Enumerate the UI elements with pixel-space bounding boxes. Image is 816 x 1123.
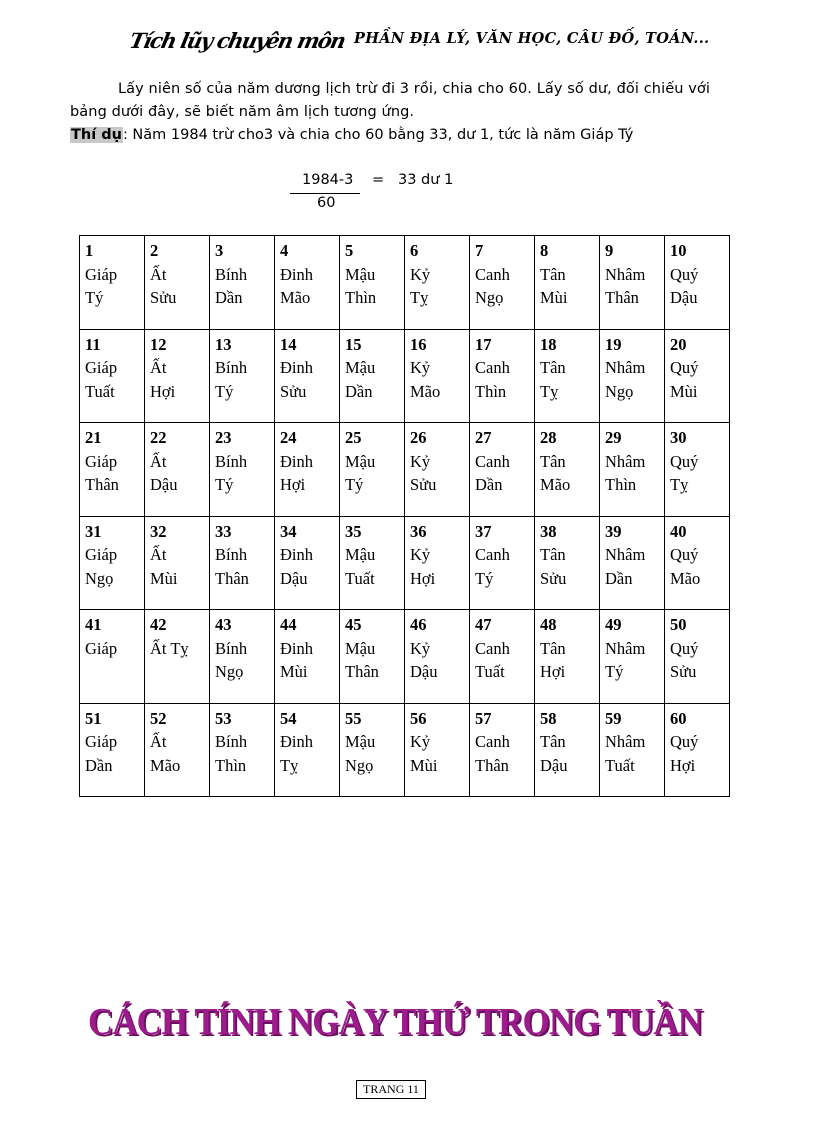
cell-branch: Thân [475, 755, 509, 775]
cell-branch: Dần [345, 381, 373, 401]
year-cell [600, 236, 665, 330]
cell-number: 11 [85, 334, 101, 354]
year-cell [145, 236, 210, 330]
cell-stem: Đinh [280, 545, 313, 564]
formula-denominator: 60 [317, 195, 336, 211]
cell-branch: Dậu [410, 662, 438, 681]
cell-number: 28 [540, 428, 557, 447]
cell-branch: Dần [605, 568, 633, 588]
cell-number: 37 [475, 521, 492, 541]
cell-branch: Mão [150, 755, 181, 775]
cell-branch: Thìn [345, 288, 377, 307]
cell-stem: Ất [150, 545, 167, 564]
year-cell [340, 236, 405, 330]
cell-stem: Nhâm [605, 451, 646, 471]
year-cell [405, 423, 470, 517]
year-cell [80, 610, 145, 704]
cell-branch: Mão [540, 475, 571, 494]
cell-stem: Canh [475, 358, 510, 377]
cell-number: 9 [605, 241, 614, 260]
year-cell [210, 703, 275, 797]
cell-branch: Tý [85, 288, 104, 307]
cell-branch: Mão [670, 568, 701, 588]
cell-number: 5 [345, 241, 354, 260]
cell-branch: Tuất [85, 381, 115, 401]
formula-result: 33 dư 1 [398, 172, 454, 188]
cell-stem: Quý [670, 451, 699, 471]
cell-stem: Nhâm [605, 358, 646, 377]
cell-number: 2 [150, 241, 159, 260]
cell-branch: Hợi [670, 755, 696, 775]
cell-stem: Tân [540, 732, 566, 751]
year-cell [210, 236, 275, 330]
cell-branch: Mùi [540, 288, 568, 307]
year-cell [340, 610, 405, 704]
example-line [70, 124, 742, 147]
cell-branch: Dần [475, 475, 503, 494]
cell-branch: Tý [215, 475, 234, 494]
cell-branch: Mão [280, 288, 311, 307]
cell-stem: Bính [215, 638, 248, 658]
cell-number: 33 [215, 521, 232, 541]
cell-number: 48 [540, 615, 557, 634]
cell-number: 7 [475, 241, 484, 260]
cell-stem: Canh [475, 545, 510, 564]
fraction-bar [290, 193, 360, 194]
cell-stem: Mậu [345, 545, 376, 564]
cell-branch: Tuất [345, 568, 375, 588]
cell-branch: Tý [215, 381, 234, 401]
cell-branch: Tỵ [410, 288, 429, 307]
cell-stem: Nhâm [605, 732, 646, 751]
year-cell [275, 236, 340, 330]
year-cell [665, 236, 730, 330]
cell-stem: Tân [540, 545, 566, 564]
cell-branch: Thìn [215, 755, 247, 775]
cell-stem: Ất [150, 358, 167, 377]
cell-number: 42 [150, 615, 167, 634]
cell-number: 21 [85, 428, 102, 447]
cell-number: 31 [85, 521, 102, 541]
cell-number: 52 [150, 708, 167, 728]
cell-branch: Mão [410, 381, 441, 401]
year-cell [275, 610, 340, 704]
year-cell [470, 423, 535, 517]
cell-stem: Đinh [280, 358, 313, 377]
year-cell [535, 610, 600, 704]
cell-branch: Dần [85, 755, 113, 775]
year-cell [275, 329, 340, 423]
cell-branch: Dậu [540, 755, 568, 775]
year-cell [275, 516, 340, 610]
cell-stem: Mậu [345, 358, 376, 377]
year-cell [145, 703, 210, 797]
cell-stem: Giáp [85, 358, 118, 377]
section-title: CÁCH TÍNH NGÀY THỨ TRONG TUẦN [87, 1001, 703, 1043]
cell-number: 40 [670, 521, 687, 541]
cell-number: 8 [540, 241, 549, 260]
cell-number: 53 [215, 708, 232, 728]
cell-number: 39 [605, 521, 622, 541]
cell-stem: Canh [475, 732, 510, 751]
cell-branch: Thân [85, 475, 119, 494]
cell-branch: Sửu [670, 662, 697, 681]
cell-stem: Canh [475, 451, 510, 471]
year-cell [80, 423, 145, 517]
cell-stem: Giáp [85, 638, 118, 658]
cell-branch: Ngọ [85, 568, 114, 588]
year-cell [80, 329, 145, 423]
cell-stem: Kỷ [410, 264, 431, 284]
cell-number: 45 [345, 615, 362, 634]
cell-branch: Hợi [540, 662, 566, 681]
year-cell [340, 329, 405, 423]
cell-branch: Tý [345, 475, 364, 494]
year-cell [210, 610, 275, 704]
example-text: : Năm 1984 trừ cho3 và chia cho 60 bằng 33, dư 1, tức là năm Giáp Tý [122, 127, 634, 143]
cell-stem: Mậu [345, 732, 376, 751]
cell-stem: Ất [150, 264, 167, 284]
cell-number: 56 [410, 708, 427, 728]
cell-number: 32 [150, 521, 167, 541]
cell-branch: Dậu [280, 568, 308, 588]
cell-branch: Tỵ [280, 755, 299, 775]
cell-number: 54 [280, 708, 297, 728]
cell-branch: Thìn [475, 381, 507, 401]
year-cell [600, 610, 665, 704]
cell-stem: Quý [670, 358, 699, 377]
year-cell [470, 329, 535, 423]
cell-number: 58 [540, 708, 557, 728]
cell-branch: Tý [475, 568, 494, 588]
year-cell [665, 703, 730, 797]
cell-number: 15 [345, 334, 362, 354]
formula-numerator: 1984-3 [302, 172, 354, 188]
table-row [80, 329, 730, 423]
year-cell [535, 516, 600, 610]
year-cell [275, 703, 340, 797]
cell-number: 29 [605, 428, 622, 447]
cell-branch: Tuất [475, 662, 505, 681]
cell-stem: Bính [215, 732, 248, 751]
year-cell [470, 516, 535, 610]
cell-branch: Ngọ [345, 755, 374, 775]
cell-number: 4 [280, 241, 289, 260]
cell-stem: Canh [475, 638, 510, 658]
cell-branch: Sửu [280, 381, 307, 401]
cell-number: 18 [540, 334, 557, 354]
cell-branch: Mùi [670, 381, 698, 401]
cell-stem: Giáp [85, 545, 118, 564]
cell-stem: Ất [150, 451, 167, 471]
table-row [80, 236, 730, 330]
cell-stem: Bính [215, 451, 248, 471]
cell-stem: Quý [670, 545, 699, 564]
cell-branch: Tỵ [540, 381, 559, 401]
cell-number: 44 [280, 615, 297, 634]
cell-number: 13 [215, 334, 232, 354]
cell-branch: Ngọ [475, 288, 504, 307]
cell-stem: Đinh [280, 732, 313, 751]
cell-number: 36 [410, 521, 427, 541]
cell-number: 17 [475, 334, 492, 354]
cell-number: 49 [605, 615, 622, 634]
cell-number: 19 [605, 334, 622, 354]
year-cell [210, 423, 275, 517]
year-cell [535, 423, 600, 517]
cell-stem: Tân [540, 638, 566, 658]
cell-stem: Bính [215, 264, 248, 284]
cell-number: 55 [345, 708, 362, 728]
intro-paragraph: Lấy niên số của năm dương lịch trừ đi 3 rồi, chia cho 60. Lấy số dư, đối chiếu với bảng dưới đây, sẽ biết năm âm lịch tương ứng. [70, 81, 710, 120]
year-cell [470, 236, 535, 330]
cell-branch: Mùi [150, 568, 178, 588]
cell-branch: Thân [345, 662, 379, 681]
cell-branch: Hợi [280, 475, 306, 494]
cell-number: 50 [670, 615, 687, 634]
cell-number: 16 [410, 334, 427, 354]
cell-number: 25 [345, 428, 362, 447]
year-cell [145, 329, 210, 423]
cell-stem: Nhâm [605, 264, 646, 284]
year-cell [405, 236, 470, 330]
cell-number: 60 [670, 708, 687, 728]
header-script-title: Tích lũy chuyên môn [127, 28, 347, 53]
year-cell [80, 236, 145, 330]
year-cell [600, 703, 665, 797]
table-row [80, 516, 730, 610]
cell-number: 41 [85, 615, 102, 634]
page-number: TRANG 11 [356, 1080, 426, 1099]
table-row [80, 423, 730, 517]
table-row [80, 610, 730, 704]
cell-stem: Mậu [345, 264, 376, 284]
cell-stem: Quý [670, 638, 699, 658]
cell-branch: Ngọ [215, 662, 244, 681]
cell-stem: Kỷ [410, 638, 431, 658]
cell-stem: Giáp [85, 451, 118, 471]
cell-number: 59 [605, 708, 622, 728]
cell-stem: Tân [540, 264, 566, 284]
cell-number: 46 [410, 615, 427, 634]
cell-branch: Sửu [150, 288, 177, 307]
year-cell [665, 329, 730, 423]
cell-number: 47 [475, 615, 492, 634]
year-cell [145, 423, 210, 517]
cell-branch: Dậu [670, 288, 698, 307]
cell-branch: Sửu [410, 475, 437, 494]
cell-branch: Mùi [280, 662, 308, 681]
year-cell [210, 516, 275, 610]
cell-stem: Đinh [280, 451, 313, 471]
cell-stem: Giáp [85, 264, 118, 284]
cell-stem: Tân [540, 358, 566, 377]
formula-equals: = [372, 172, 385, 188]
cell-number: 51 [85, 708, 102, 728]
year-cell [405, 516, 470, 610]
year-cell [275, 423, 340, 517]
year-cell [145, 610, 210, 704]
cell-branch: Sửu [540, 568, 567, 588]
cell-stem: Mậu [345, 638, 376, 658]
year-cell [340, 703, 405, 797]
cell-stem: Kỷ [410, 358, 431, 377]
cell-number: 3 [215, 241, 224, 260]
year-cell [405, 329, 470, 423]
cell-number: 27 [475, 428, 492, 447]
cell-number: 35 [345, 521, 362, 541]
year-cell [535, 236, 600, 330]
cell-branch: Ngọ [605, 381, 634, 401]
cell-stem: Đinh [280, 638, 313, 658]
cell-branch: Mùi [410, 755, 438, 775]
cell-branch: Tý [605, 662, 624, 681]
year-cell [665, 610, 730, 704]
year-cell [665, 423, 730, 517]
lunar-year-table-body [80, 236, 730, 797]
cell-stem: Ất Tỵ [150, 638, 189, 658]
year-cell [145, 516, 210, 610]
year-cell [600, 516, 665, 610]
page-header [127, 26, 770, 66]
cell-stem: Nhâm [605, 638, 646, 658]
year-cell [665, 516, 730, 610]
cell-branch: Thìn [605, 475, 637, 494]
cell-number: 22 [150, 428, 167, 447]
cell-number: 6 [410, 241, 419, 260]
cell-stem: Đinh [280, 264, 313, 284]
cell-branch: Hợi [410, 568, 436, 588]
lunar-year-table [79, 235, 730, 797]
cell-number: 26 [410, 428, 427, 447]
cell-number: 10 [670, 241, 687, 260]
cell-branch: Dậu [150, 475, 178, 494]
cell-stem: Canh [475, 264, 510, 284]
cell-stem: Bính [215, 545, 248, 564]
example-label: Thí dụ [71, 127, 122, 143]
cell-stem: Nhâm [605, 545, 646, 564]
cell-stem: Tân [540, 451, 566, 471]
year-cell [405, 703, 470, 797]
cell-number: 20 [670, 334, 687, 354]
year-cell [80, 516, 145, 610]
cell-number: 1 [85, 241, 94, 260]
year-cell [340, 423, 405, 517]
year-cell [470, 703, 535, 797]
cell-branch: Thân [605, 288, 639, 307]
cell-stem: Ất [150, 732, 167, 751]
cell-branch: Hợi [150, 381, 176, 401]
cell-stem: Kỷ [410, 451, 431, 471]
cell-number: 24 [280, 428, 297, 447]
cell-number: 43 [215, 615, 232, 634]
year-cell [535, 703, 600, 797]
year-cell [210, 329, 275, 423]
cell-stem: Mậu [345, 451, 376, 471]
cell-stem: Giáp [85, 732, 118, 751]
cell-stem: Kỷ [410, 545, 431, 564]
cell-number: 57 [475, 708, 492, 728]
cell-branch: Tuất [605, 755, 635, 775]
year-cell [405, 610, 470, 704]
header-subject: PHẦN ĐỊA LÝ, VĂN HỌC, CÂU ĐỐ, TOÁN... [354, 30, 710, 47]
cell-number: 34 [280, 521, 297, 541]
year-cell [600, 423, 665, 517]
cell-branch: Dần [215, 288, 243, 307]
table-row [80, 703, 730, 797]
year-cell [80, 703, 145, 797]
cell-number: 38 [540, 521, 557, 541]
year-cell [535, 329, 600, 423]
cell-stem: Kỷ [410, 732, 431, 751]
cell-branch: Thân [215, 568, 249, 588]
year-cell [340, 516, 405, 610]
year-cell [470, 610, 535, 704]
cell-branch: Tỵ [670, 475, 689, 494]
year-cell [600, 329, 665, 423]
cell-number: 12 [150, 334, 167, 354]
cell-number: 14 [280, 334, 297, 354]
cell-number: 23 [215, 428, 232, 447]
cell-stem: Quý [670, 264, 699, 284]
cell-stem: Quý [670, 732, 699, 751]
cell-number: 30 [670, 428, 687, 447]
cell-stem: Bính [215, 358, 248, 377]
